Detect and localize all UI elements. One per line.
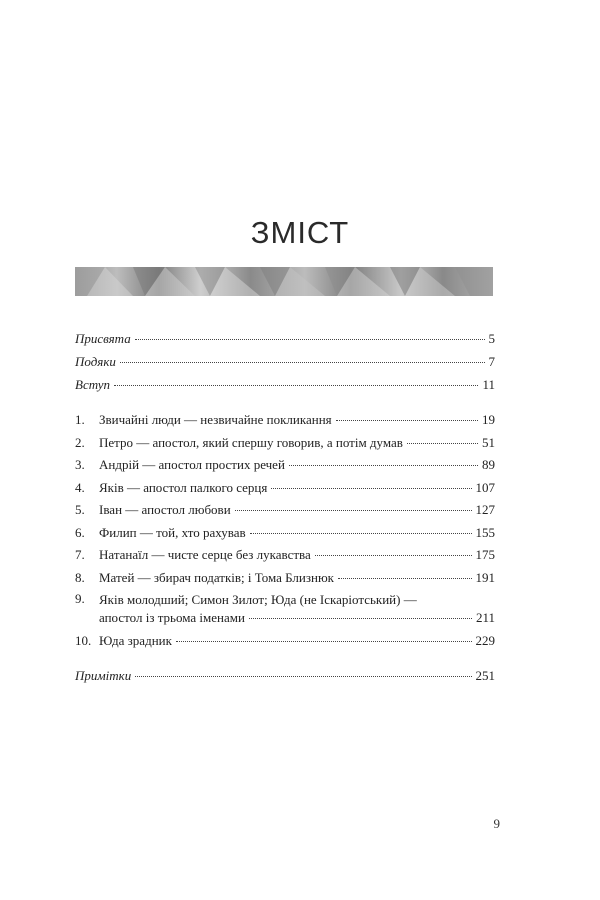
toc-chapter-number: 7.	[75, 547, 85, 562]
toc-leader-dots	[114, 385, 478, 386]
toc-leader-dots	[120, 362, 485, 363]
toc-leader-dots	[336, 420, 478, 421]
toc-leader-dots	[235, 510, 472, 511]
toc-entry-label: Петро — апостол, який спершу говорив, а потім думав	[99, 434, 403, 450]
toc-chapter-number: 5.	[75, 502, 85, 517]
toc-entry-page: 155	[475, 524, 495, 540]
toc-entry-label: Филип — той, хто рахував	[99, 524, 246, 540]
toc-leader-dots	[407, 443, 478, 444]
toc-leader-dots	[176, 641, 472, 642]
toc-leader-dots	[338, 578, 472, 579]
toc-chapter-entry[interactable]	[75, 524, 495, 542]
toc-chapter-number: 10.	[75, 632, 92, 648]
toc-chapter-entry[interactable]	[75, 434, 495, 452]
toc-chapter-entry[interactable]	[75, 479, 495, 497]
toc-entry-page: 229	[475, 632, 495, 648]
toc-chapter-number: 1.	[75, 412, 85, 427]
toc-chapter-entry[interactable]	[75, 632, 495, 650]
toc-entry-label: Вступ	[75, 377, 111, 392]
toc-chapter-number: 9.	[75, 591, 85, 606]
toc-chapter-number: 2.	[75, 434, 85, 450]
toc-entry-page: 175	[475, 547, 495, 562]
toc-entry-label: Матей — збирач податків; і Тома Близнюк	[99, 569, 334, 585]
toc-leader-dots	[271, 488, 471, 489]
toc-chapter-number: 3.	[75, 457, 85, 472]
toc-chapter-entry[interactable]	[75, 456, 495, 474]
toc-leader-dots	[315, 555, 472, 556]
toc-entry-label: Натанаїл — чисте серце без лукавства	[99, 547, 311, 562]
toc-chapter-entry[interactable]	[75, 569, 495, 587]
toc-chapter-number: 6.	[75, 524, 85, 540]
toc-entry[interactable]	[75, 330, 495, 348]
toc-entry-page: 5	[488, 331, 495, 346]
toc-entry-label: Присвята	[75, 331, 131, 346]
toc-entry[interactable]	[75, 353, 495, 371]
toc-entry-label: Звичайні люди — незвичайне покликання	[99, 412, 332, 427]
page-number: 9	[493, 816, 500, 831]
toc-entry-label-line2: апостол із трьома іменами	[99, 610, 245, 625]
toc-entry-page: 19	[482, 412, 495, 427]
toc-entry-label: Подяки	[75, 354, 116, 369]
toc-leader-dots	[135, 676, 471, 677]
toc-entry-label: Юда зрадник	[99, 632, 172, 648]
toc-entry-label: Андрій — апостол простих речей	[99, 457, 285, 472]
toc-entry-label: Яків — апостол палкого серця	[99, 479, 268, 495]
toc-entry-page: 211	[475, 610, 495, 625]
toc-chapter-number: 4.	[75, 479, 85, 495]
toc-entry-page: 89	[482, 457, 495, 472]
page-title: ЗМІСТ	[250, 215, 350, 250]
toc-entry-page: 11	[482, 377, 495, 392]
toc-chapter-entry[interactable]	[75, 591, 495, 627]
toc-entry-page: 191	[475, 569, 495, 585]
toc-entry-page: 127	[475, 502, 495, 517]
toc-entry-page: 51	[482, 434, 495, 450]
toc-entry-label: Іван — апостол любови	[99, 502, 231, 517]
toc-entry-page: 107	[475, 479, 495, 495]
toc-chapter-entry[interactable]	[75, 546, 495, 564]
decorative-banner	[75, 267, 493, 296]
table-of-contents	[75, 330, 495, 685]
toc-leader-dots	[135, 339, 485, 340]
toc-entry-label: Примітки	[75, 667, 132, 683]
toc-leader-dots	[250, 533, 472, 534]
toc-leader-dots	[249, 618, 472, 619]
toc-entry-page: 7	[488, 354, 495, 369]
toc-entry[interactable]	[75, 376, 495, 394]
toc-entry-label-line1: Яків молодший; Симон Зилот; Юда (не Іскаріотський) —	[99, 592, 417, 607]
toc-chapter-entry[interactable]	[75, 411, 495, 429]
toc-chapter-entry[interactable]	[75, 501, 495, 519]
toc-leader-dots	[289, 465, 478, 466]
toc-chapter-number: 8.	[75, 569, 85, 585]
toc-entry[interactable]	[75, 667, 495, 685]
toc-entry-page: 251	[475, 667, 495, 683]
